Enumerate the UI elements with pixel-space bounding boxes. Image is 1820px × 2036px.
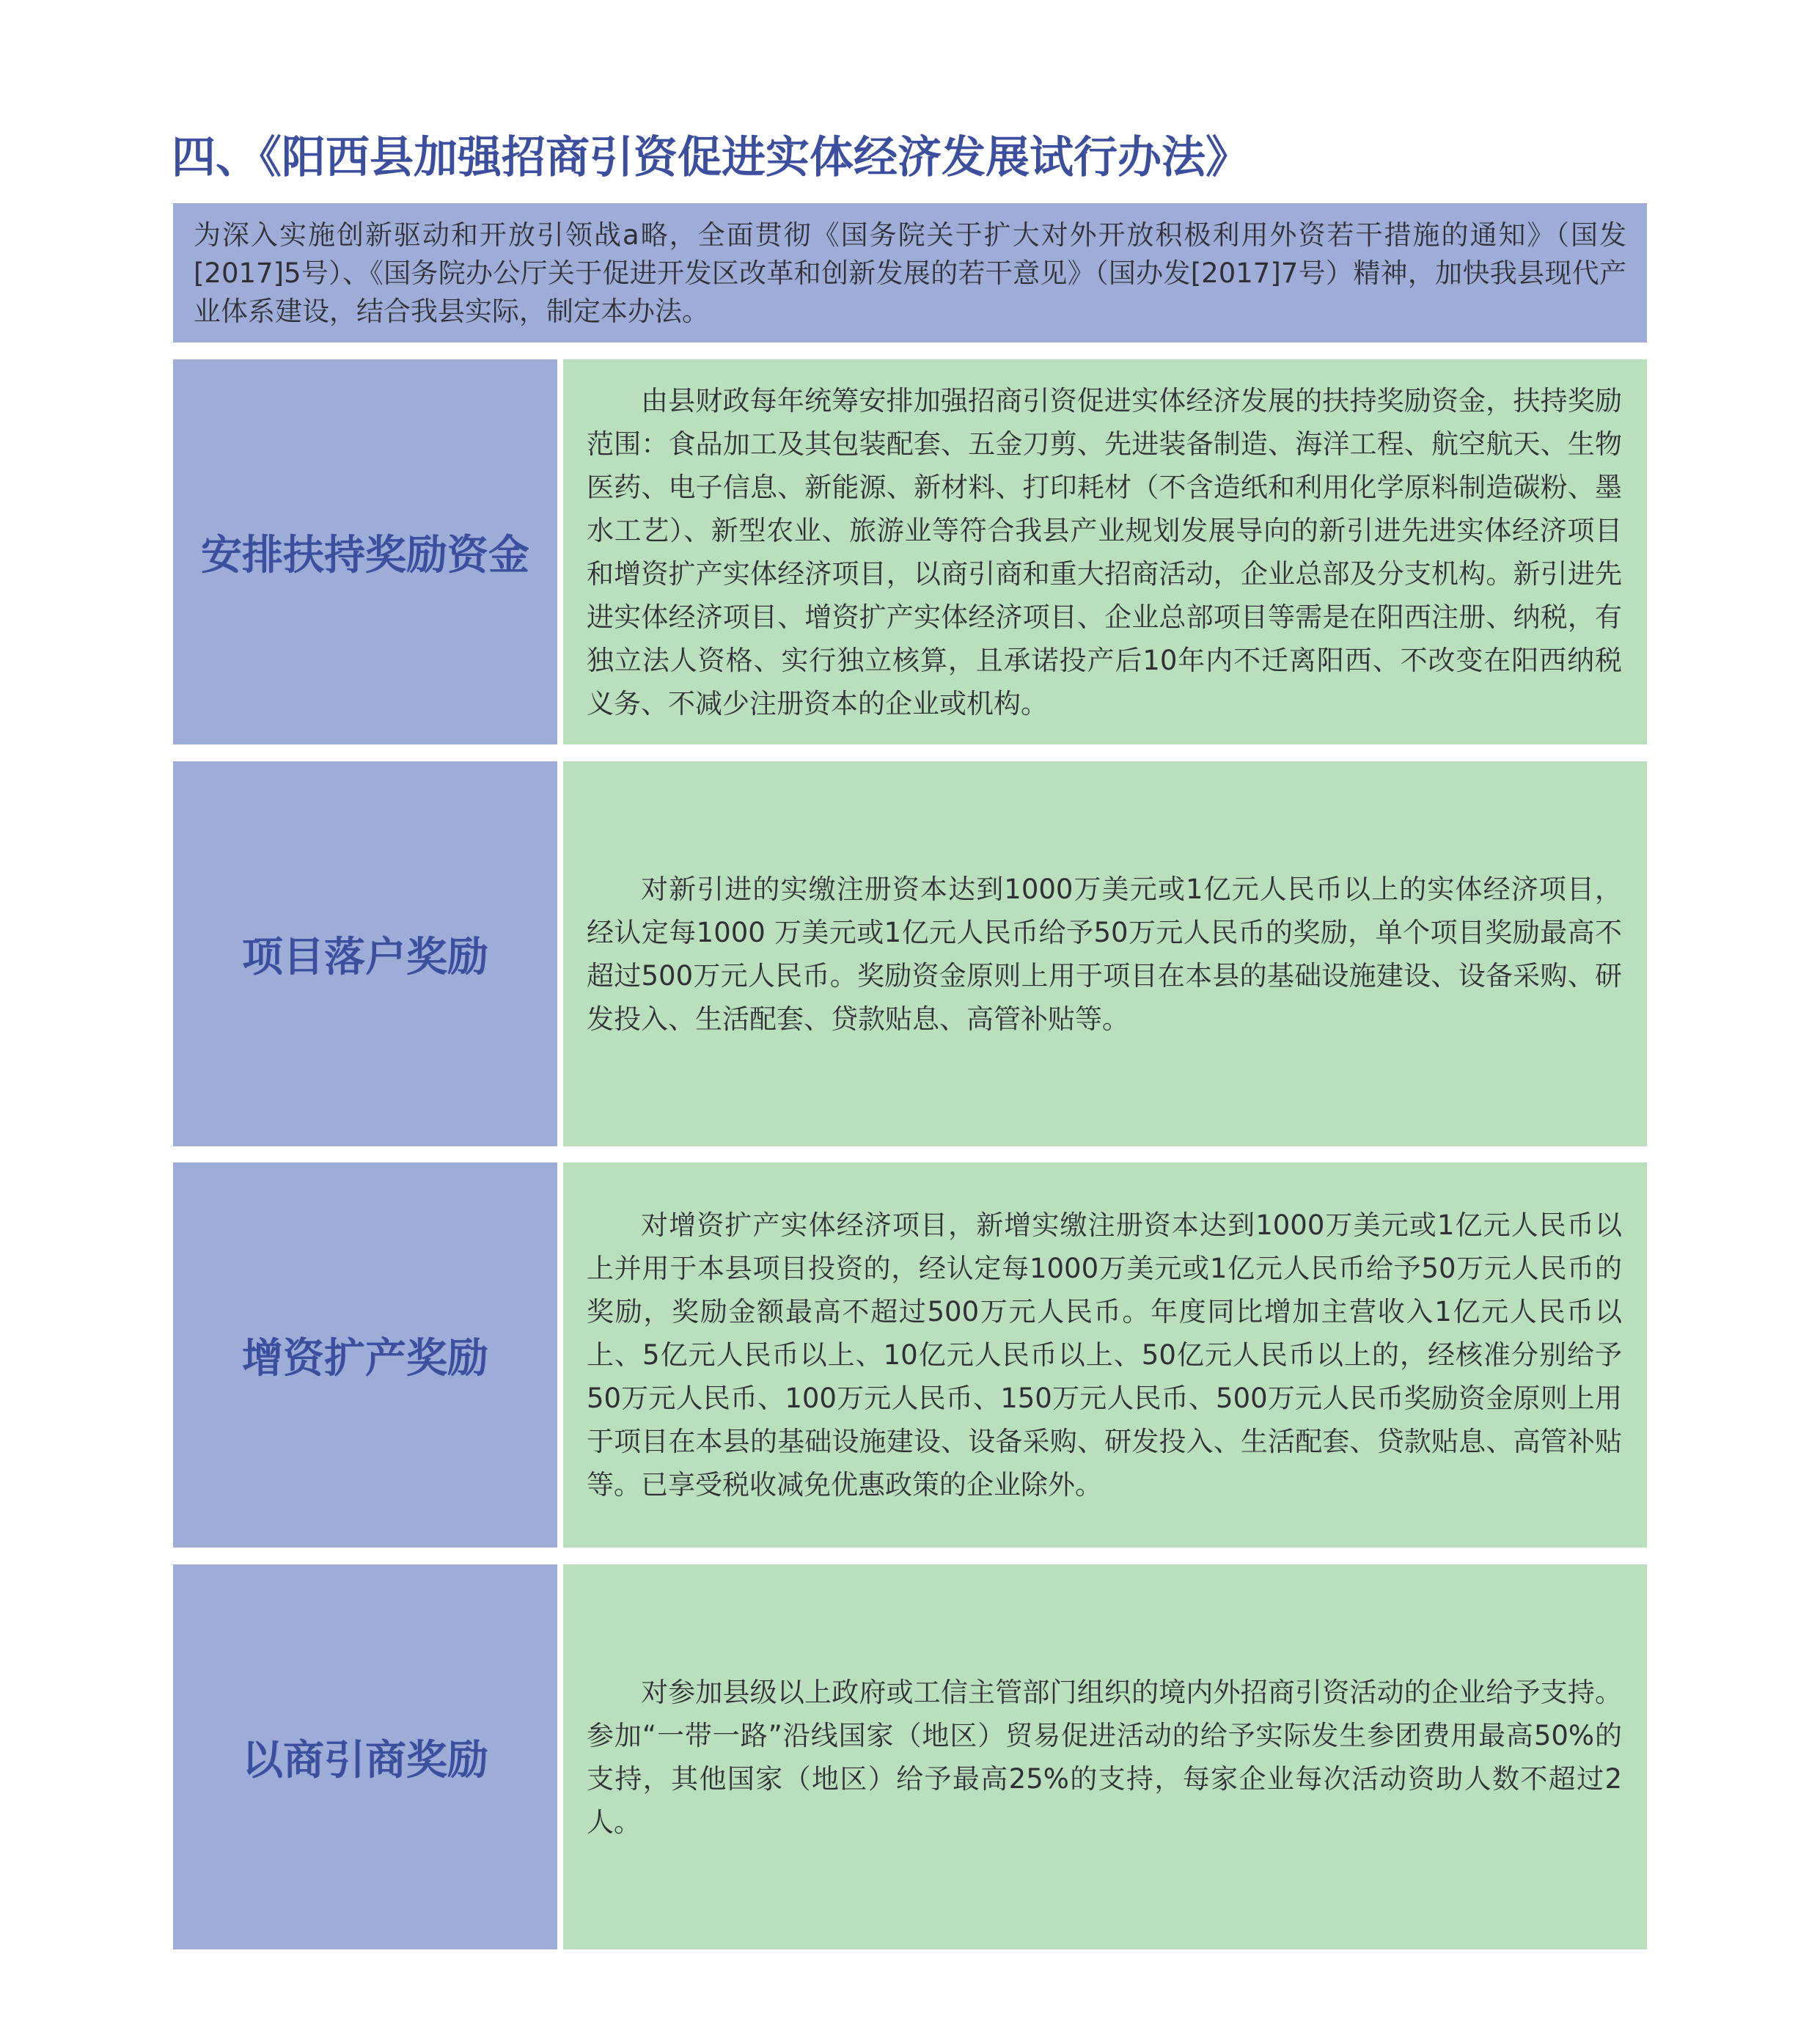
row-content-text: 由县财政每年统筹安排加强招商引资促进实体经济发展的扶持奖励资金，扶持奖励范围：食品加工及其包装配套、五金刀剪、先进装备制造、海洋工程、航空航天、生物医药、电子信息、新能源、新材料、打印耗材（不含造纸和利用化学原料制造碳粉、墨水工艺）、新型农业、旅游业等符合我县产业规划发展导向的新引进先进实体经济项目和增资扩产实体经济项目，以商引商和重大招商活动，企业总部及分支机构。新引进先进实体经济项目、增资扩产实体经济项目、企业总部项目等需是在阳西注册、纳税，有独立法人资格、实行独立核算，且承诺投产后10年内不迁离阳西、不改变在阳西纳税义务、不减少注册资本的企业或机构。 [587, 384, 1622, 719]
policy-row-project-settlement [173, 761, 1647, 1146]
policy-row-support-fund [173, 359, 1647, 744]
row-content-text: 对新引进的实缴注册资本达到1000万美元或1亿元人民币以上的实体经济项目，经认定每1000 万美元或1亿元人民币给予50万元人民币的奖励，单个项目奖励最高不超过500万元人民币。奖励资金原则上用于项目在本县的基础设施建设、设备采购、研发投入、生活配套、贷款贴息、高管补贴等。 [587, 873, 1622, 1035]
row-label-cell [173, 1162, 557, 1548]
page-title: 四、《阳西县加强招商引资促进实体经济发展试行办法》 [172, 132, 1250, 183]
row-content-cell [563, 1564, 1647, 1949]
intro-text: 为深入实施创新驱动和开放引领战a略，全面贯彻《国务院关于扩大对外开放积极利用外资若干措施的通知》（国发[2017]5号）、《国务院办公厅关于促进开发区改革和创新发展的若干意见》（国办发[2017]7号）精神，加快我县现代产业体系建设，结合我县实际，制定本办法。 [194, 219, 1626, 327]
policy-row-capital-increase [173, 1162, 1647, 1548]
row-content-text: 对增资扩产实体经济项目，新增实缴注册资本达到1000万美元或1亿元人民币以上并用于本县项目投资的，经认定每1000万美元或1亿元人民币给予50万元人民币的奖励，奖励金额最高不超过500万元人民币。年度同比增加主营收入1亿元人民币以上、5亿元人民币以上、10亿元人民币以上、50亿元人民币以上的，经核准分别给予50万元人民币、100万元人民币、150万元人民币、500万元人民币奖励资金原则上用于项目在本县的基础设施建设、设备采购、研发投入、生活配套、贷款贴息、高管补贴等。已享受税收减免优惠政策的企业除外。 [587, 1209, 1622, 1501]
policy-row-business-referral [173, 1564, 1647, 1949]
row-label: 以商引商奖励 [242, 1736, 488, 1784]
row-label: 项目落户奖励 [242, 933, 488, 981]
row-label: 增资扩产奖励 [242, 1334, 488, 1383]
row-content-cell [563, 1162, 1647, 1548]
row-label-cell [173, 359, 557, 744]
row-content-cell [563, 761, 1647, 1146]
row-label-cell [173, 761, 557, 1146]
row-label-cell [173, 1564, 557, 1949]
intro-box [173, 203, 1647, 343]
row-label: 安排扶持奖励资金 [201, 531, 529, 579]
row-content-text: 对参加县级以上政府或工信主管部门组织的境内外招商引资活动的企业给予支持。参加“一带一路”沿线国家（地区）贸易促进活动的给予实际发生参团费用最高50%的支持，其他国家（地区）给予最高25%的支持，每家企业每次活动资助人数不超过2人。 [587, 1676, 1622, 1838]
row-content-cell [563, 359, 1647, 744]
